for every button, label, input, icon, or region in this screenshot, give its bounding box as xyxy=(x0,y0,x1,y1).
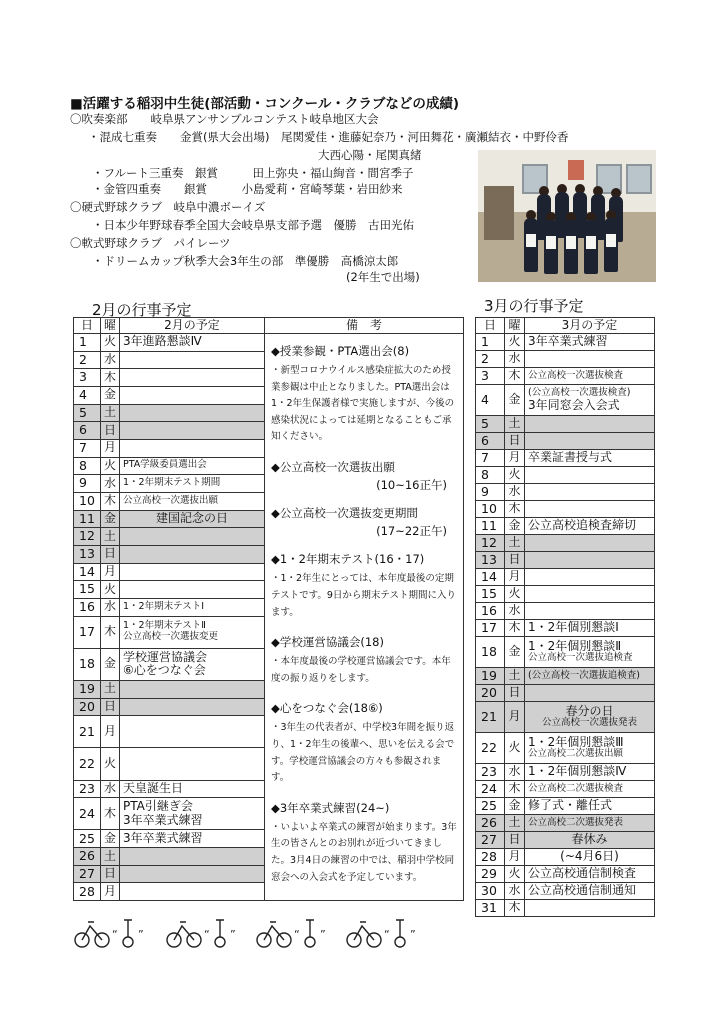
weekday: 土 xyxy=(101,404,120,422)
day-number: 7 xyxy=(74,439,101,457)
svg-text:“: “ xyxy=(112,928,118,941)
note-title: ◆1・2年期末テスト(16・17) xyxy=(271,552,425,567)
day-number: 18 xyxy=(74,648,101,680)
schedule-row xyxy=(476,351,655,368)
weekday: 木 xyxy=(101,798,120,830)
event-text: 公立高校一次選抜変更 xyxy=(123,631,219,643)
group-photo xyxy=(478,150,656,282)
mar-heading: 3月の行事予定 xyxy=(484,297,584,315)
day-number: 30 xyxy=(476,883,505,900)
weekday: 火 xyxy=(505,586,525,603)
event-cell xyxy=(525,368,655,385)
day-number: 11 xyxy=(74,510,101,528)
event-text: 1・2年個別懇談Ⅳ xyxy=(528,764,627,779)
day-number: 14 xyxy=(476,569,505,586)
weekday: 火 xyxy=(101,748,120,780)
weekday: 水 xyxy=(101,780,120,798)
event-text: 春分の日 xyxy=(565,703,614,718)
event-text: 3年同窓会入会式 xyxy=(528,397,620,412)
day-number: 3 xyxy=(476,368,505,385)
day-number: 4 xyxy=(476,385,505,416)
weekday: 日 xyxy=(101,422,120,440)
day-number: 2 xyxy=(476,351,505,368)
schedule-row xyxy=(476,484,655,501)
weekday: 土 xyxy=(101,528,120,546)
day-number: 6 xyxy=(74,422,101,440)
achievement-line: 大西心陽・尾関真緒 xyxy=(318,148,422,162)
day-number: 19 xyxy=(476,668,505,685)
weekday: 月 xyxy=(505,702,525,733)
note-block xyxy=(271,635,457,687)
weekday: 日 xyxy=(101,698,120,716)
day-number: 28 xyxy=(74,883,101,901)
day-number: 20 xyxy=(74,698,101,716)
svg-text:“: “ xyxy=(294,928,300,941)
achievement-line: 〇軟式野球クラブ パイレーツ xyxy=(70,236,231,250)
event-text: 公立高校通信制通知 xyxy=(528,883,637,898)
event-text: 1・2年期末テスト期間 xyxy=(123,477,221,489)
event-cell xyxy=(525,798,655,815)
event-text: 公立高校追検査締切 xyxy=(528,518,637,533)
day-number: 19 xyxy=(74,680,101,698)
weekday: 土 xyxy=(505,668,525,685)
event-cell xyxy=(120,680,265,698)
day-number: 10 xyxy=(476,501,505,518)
weekday: 水 xyxy=(505,351,525,368)
schedule-row xyxy=(476,467,655,484)
event-cell xyxy=(525,586,655,603)
achievement-line: 〇吹奏楽部 岐阜県アンサンブルコンテスト岐阜地区大会 xyxy=(70,112,379,126)
note-body: ・1・2年生にとっては、本年度最後の定期テストです。9日から期末テスト期間に入ります。 xyxy=(271,573,457,618)
day-number: 21 xyxy=(74,716,101,748)
event-cell xyxy=(525,815,655,832)
event-text: 3年卒業式練習 xyxy=(123,812,203,827)
event-cell xyxy=(525,637,655,668)
schedule-row xyxy=(476,450,655,467)
schedule-row xyxy=(476,733,655,764)
note-block xyxy=(271,460,457,492)
weekday: 日 xyxy=(101,865,120,883)
feb-heading: 2月の行事予定 xyxy=(92,301,192,319)
mar-schedule-table xyxy=(475,317,655,917)
weekday: 木 xyxy=(505,781,525,798)
event-cell xyxy=(525,883,655,900)
weekday: 月 xyxy=(101,563,120,581)
svg-text:”: ” xyxy=(230,928,236,941)
event-cell xyxy=(525,416,655,433)
event-cell xyxy=(525,518,655,535)
schedule-row xyxy=(476,586,655,603)
weekday: 火 xyxy=(505,866,525,883)
day-number: 10 xyxy=(74,492,101,510)
weekday: 木 xyxy=(505,501,525,518)
event-text: 天皇誕生日 xyxy=(123,781,184,796)
schedule-row xyxy=(476,552,655,569)
day-number: 8 xyxy=(74,457,101,475)
event-text: 公立高校一次選抜発表 xyxy=(541,717,637,729)
schedule-row xyxy=(476,685,655,702)
event-text: 公立高校一次選抜追検査 xyxy=(528,652,633,664)
event-cell xyxy=(120,648,265,680)
schedule-row xyxy=(476,900,655,917)
weekday: 土 xyxy=(505,535,525,552)
event-cell xyxy=(525,900,655,917)
weekday: 月 xyxy=(101,716,120,748)
schedule-row xyxy=(476,416,655,433)
day-number: 5 xyxy=(476,416,505,433)
event-cell xyxy=(525,849,655,866)
note-body: ・いよいよ卒業式の練習が始まります。3年生の皆さんとのお別れが近づいてきました。3月4日の練習の中では、稲羽中学校同窓会への入会式を予定しています。 xyxy=(271,821,457,883)
event-text: ⑥心をつなぐ会 xyxy=(123,663,206,678)
schedule-row xyxy=(74,334,464,352)
day-number: 26 xyxy=(74,848,101,866)
event-text: 学校運営協議会 xyxy=(123,649,208,664)
note-block xyxy=(271,701,457,786)
weekday: 金 xyxy=(101,830,120,848)
event-cell xyxy=(525,702,655,733)
svg-text:”: ” xyxy=(320,928,326,941)
weekday: 日 xyxy=(505,832,525,849)
event-cell xyxy=(525,668,655,685)
weekday: 日 xyxy=(505,552,525,569)
note-title: ◆3年卒業式練習(24~) xyxy=(271,800,390,815)
event-cell xyxy=(120,422,265,440)
weekday: 月 xyxy=(101,439,120,457)
event-cell xyxy=(525,334,655,351)
day-number: 6 xyxy=(476,433,505,450)
event-cell xyxy=(120,883,265,901)
note-title: ◆授業参観・PTA選出会(8) xyxy=(271,344,410,358)
day-number: 3 xyxy=(74,369,101,387)
event-text: 卒業証書授与式 xyxy=(528,450,613,465)
weekday: 金 xyxy=(101,510,120,528)
svg-text:“: “ xyxy=(384,928,390,941)
schedule-row xyxy=(476,518,655,535)
event-cell xyxy=(525,764,655,781)
event-text: (~4月6日) xyxy=(560,849,619,864)
schedule-row xyxy=(476,433,655,450)
day-number: 13 xyxy=(476,552,505,569)
event-cell xyxy=(525,450,655,467)
day-number: 15 xyxy=(74,581,101,599)
weekday: 金 xyxy=(101,648,120,680)
event-cell xyxy=(120,334,265,352)
schedule-row xyxy=(476,620,655,637)
day-number: 24 xyxy=(74,798,101,830)
day-number: 4 xyxy=(74,386,101,404)
event-text: PTA学級委員選出会 xyxy=(123,459,207,471)
event-cell xyxy=(120,510,265,528)
day-number: 5 xyxy=(74,404,101,422)
weekday: 火 xyxy=(101,457,120,475)
header-day: 日 xyxy=(476,318,505,334)
schedule-row xyxy=(476,815,655,832)
schedule-row xyxy=(476,334,655,351)
day-number: 21 xyxy=(476,702,505,733)
event-cell xyxy=(120,492,265,510)
schedule-row xyxy=(476,866,655,883)
day-number: 9 xyxy=(74,475,101,493)
weekday: 金 xyxy=(505,385,525,416)
schedule-row xyxy=(476,535,655,552)
day-number: 12 xyxy=(74,528,101,546)
event-text: 公立高校通信制検査 xyxy=(528,866,637,881)
event-cell xyxy=(525,866,655,883)
note-block xyxy=(271,506,457,538)
day-number: 9 xyxy=(476,484,505,501)
weekday: 木 xyxy=(505,620,525,637)
event-text: 公立高校一次選抜検査 xyxy=(528,369,624,381)
event-text: 1・2年個別懇談Ⅲ xyxy=(528,734,624,749)
day-number: 22 xyxy=(476,733,505,764)
day-number: 17 xyxy=(74,616,101,648)
event-text: 1・2年期末テストⅠ xyxy=(123,600,205,612)
bicycle-border-decoration xyxy=(74,908,464,952)
weekday: 木 xyxy=(101,369,120,387)
event-text: 3年進路懇談Ⅳ xyxy=(123,334,202,349)
event-cell xyxy=(525,501,655,518)
day-number: 14 xyxy=(74,563,101,581)
day-number: 23 xyxy=(74,780,101,798)
day-number: 27 xyxy=(74,865,101,883)
weekday: 水 xyxy=(101,598,120,616)
day-number: 16 xyxy=(476,603,505,620)
achievements-title: ■活躍する稲羽中生徒(部活動・コンクール・クラブなどの成績) xyxy=(70,96,460,112)
event-cell xyxy=(525,569,655,586)
weekday: 月 xyxy=(101,883,120,901)
event-text: 1・2年個別懇談Ⅰ xyxy=(528,620,619,635)
schedule-row xyxy=(476,798,655,815)
event-text: 公立高校二次選抜検査 xyxy=(528,782,624,794)
weekday: 木 xyxy=(505,368,525,385)
day-number: 25 xyxy=(476,798,505,815)
event-text: 3年卒業式練習 xyxy=(528,334,608,349)
weekday: 月 xyxy=(505,569,525,586)
weekday: 水 xyxy=(505,603,525,620)
weekday: 水 xyxy=(505,883,525,900)
note-block xyxy=(271,344,457,446)
weekday: 土 xyxy=(505,815,525,832)
event-text: 公立高校二次選抜出願 xyxy=(528,748,624,760)
day-number: 25 xyxy=(74,830,101,848)
event-text: 公立高校二次選抜発表 xyxy=(528,816,624,828)
event-cell xyxy=(525,467,655,484)
weekday: 水 xyxy=(101,351,120,369)
event-cell xyxy=(120,457,265,475)
weekday: 日 xyxy=(505,685,525,702)
achievement-line: ・混成七重奏 金賞(県大会出場) 尾関愛佳・進藤妃奈乃・河田舞花・廣瀬結衣・中野伶香 xyxy=(88,130,569,144)
day-number: 16 xyxy=(74,598,101,616)
weekday: 日 xyxy=(101,545,120,563)
event-cell xyxy=(120,716,265,748)
note-title: ◆心をつなぐ会(18⑥) xyxy=(271,701,383,716)
event-cell xyxy=(120,475,265,493)
svg-text:”: ” xyxy=(138,928,144,941)
schedule-row xyxy=(476,385,655,416)
achievement-line: ・ドリームカップ秋季大会3年生の部 準優勝 高橋涼太郎 xyxy=(92,254,399,268)
weekday: 木 xyxy=(101,492,120,510)
weekday: 木 xyxy=(505,900,525,917)
svg-text:”: ” xyxy=(410,928,416,941)
event-cell xyxy=(120,351,265,369)
header-weekday: 曜 xyxy=(101,318,120,334)
event-text: 公立高校一次選抜出願 xyxy=(123,494,219,506)
note-title: ◆公立高校一次選抜変更期間 xyxy=(271,506,418,521)
day-number: 20 xyxy=(476,685,505,702)
schedule-row xyxy=(476,637,655,668)
day-number: 15 xyxy=(476,586,505,603)
notes-column xyxy=(265,334,464,901)
event-cell xyxy=(120,545,265,563)
schedule-row xyxy=(476,603,655,620)
event-cell xyxy=(120,865,265,883)
note-body: ・本年度最後の学校運営協議会です。本年度の振り返りをします。 xyxy=(271,656,451,684)
day-number: 29 xyxy=(476,866,505,883)
event-text: 建国記念の日 xyxy=(155,510,228,525)
weekday: 火 xyxy=(505,334,525,351)
event-cell xyxy=(120,848,265,866)
weekday: 日 xyxy=(505,433,525,450)
event-cell xyxy=(525,351,655,368)
header-plan: 3月の予定 xyxy=(525,318,655,334)
schedule-row xyxy=(476,668,655,685)
event-cell xyxy=(525,484,655,501)
event-cell xyxy=(525,733,655,764)
note-period: (10~16正午) xyxy=(376,478,447,492)
weekday: 木 xyxy=(101,616,120,648)
event-cell xyxy=(525,433,655,450)
achievement-line: ・フルート三重奏 銀賞 田上弥央・福山絢音・間宮季子 xyxy=(92,166,414,180)
event-cell xyxy=(120,439,265,457)
day-number: 17 xyxy=(476,620,505,637)
weekday: 火 xyxy=(101,334,120,352)
weekday: 火 xyxy=(101,581,120,599)
day-number: 8 xyxy=(476,467,505,484)
day-number: 23 xyxy=(476,764,505,781)
achievement-line: ・日本少年野球春季全国大会岐阜県支部予選 優勝 古田光佑 xyxy=(92,218,414,232)
day-number: 27 xyxy=(476,832,505,849)
schedule-row xyxy=(476,702,655,733)
weekday: 金 xyxy=(505,518,525,535)
weekday: 水 xyxy=(505,764,525,781)
event-text: (公立高校一次選抜検査) xyxy=(528,386,631,398)
day-number: 24 xyxy=(476,781,505,798)
event-cell xyxy=(120,698,265,716)
event-text: 1・2年個別懇談Ⅱ xyxy=(528,638,622,653)
event-cell xyxy=(120,780,265,798)
weekday: 土 xyxy=(101,680,120,698)
event-text: PTA引継ぎ会 xyxy=(123,799,193,814)
day-number: 28 xyxy=(476,849,505,866)
event-cell xyxy=(525,535,655,552)
event-cell xyxy=(120,369,265,387)
schedule-row xyxy=(476,764,655,781)
weekday: 水 xyxy=(505,484,525,501)
schedule-row xyxy=(476,832,655,849)
event-cell xyxy=(525,603,655,620)
achievement-line: ・金管四重奏 銀賞 小島愛莉・宮崎琴葉・岩田紗来 xyxy=(92,182,403,196)
weekday: 金 xyxy=(505,798,525,815)
day-number: 1 xyxy=(74,334,101,352)
achievement-line: (2年生で出場) xyxy=(346,270,420,284)
event-cell xyxy=(525,385,655,416)
schedule-row xyxy=(476,501,655,518)
event-text: 春休み xyxy=(571,832,608,847)
note-title: ◆学校運営協議会(18) xyxy=(271,635,384,650)
weekday: 土 xyxy=(101,848,120,866)
weekday: 火 xyxy=(505,467,525,484)
event-cell xyxy=(120,830,265,848)
weekday: 金 xyxy=(101,386,120,404)
event-cell xyxy=(120,528,265,546)
event-text: (公立高校一次選抜追検査) xyxy=(528,669,640,681)
weekday: 土 xyxy=(505,416,525,433)
schedule-row xyxy=(476,368,655,385)
note-body: ・新型コロナウイルス感染症拡大のため授業参観は中止となりました。PTA選出会は1・2年生保護者様で実施しますが、今後の感染状況によっては延期となることもご承知ください。 xyxy=(271,364,455,443)
day-number: 13 xyxy=(74,545,101,563)
event-text: 3年卒業式練習 xyxy=(123,830,203,845)
day-number: 2 xyxy=(74,351,101,369)
schedule-row xyxy=(476,849,655,866)
note-body: ・3年生の代表者が、中学校3年間を振り返り、1・2年生の後輩へ、思いを伝える会です。学校運営協議会の方々も参観されます。 xyxy=(271,722,455,784)
event-cell xyxy=(120,386,265,404)
day-number: 18 xyxy=(476,637,505,668)
note-title: ◆公立高校一次選抜出願 xyxy=(271,460,395,475)
event-cell xyxy=(525,552,655,569)
weekday: 月 xyxy=(505,849,525,866)
day-number: 22 xyxy=(74,748,101,780)
weekday: 月 xyxy=(505,450,525,467)
day-number: 12 xyxy=(476,535,505,552)
event-cell xyxy=(120,404,265,422)
note-block xyxy=(271,801,457,886)
event-cell xyxy=(120,798,265,830)
achievement-line: 〇硬式野球クラブ 岐阜中濃ボーイズ xyxy=(70,200,266,214)
event-cell xyxy=(525,620,655,637)
svg-text:“: “ xyxy=(204,928,210,941)
header-plan: 2月の予定 xyxy=(120,318,265,334)
day-number: 7 xyxy=(476,450,505,467)
day-number: 26 xyxy=(476,815,505,832)
event-cell xyxy=(120,563,265,581)
event-cell xyxy=(525,781,655,798)
header-weekday: 曜 xyxy=(505,318,525,334)
header-day: 日 xyxy=(74,318,101,334)
event-cell xyxy=(120,581,265,599)
feb-schedule-table xyxy=(73,317,464,901)
weekday: 火 xyxy=(505,733,525,764)
day-number: 11 xyxy=(476,518,505,535)
weekday: 水 xyxy=(101,475,120,493)
note-block xyxy=(271,552,457,621)
event-cell xyxy=(525,685,655,702)
event-cell xyxy=(120,748,265,780)
day-number: 1 xyxy=(476,334,505,351)
event-text: 1・2年期末テストⅡ xyxy=(123,620,206,632)
event-cell xyxy=(120,616,265,648)
note-period: (17~22正午) xyxy=(376,524,447,539)
schedule-row xyxy=(476,781,655,798)
header-notes: 備 考 xyxy=(265,318,464,334)
schedule-row xyxy=(476,569,655,586)
weekday: 金 xyxy=(505,637,525,668)
day-number: 31 xyxy=(476,900,505,917)
event-text: 修了式・離任式 xyxy=(528,798,613,813)
event-cell xyxy=(120,598,265,616)
event-cell xyxy=(525,832,655,849)
schedule-row xyxy=(476,883,655,900)
